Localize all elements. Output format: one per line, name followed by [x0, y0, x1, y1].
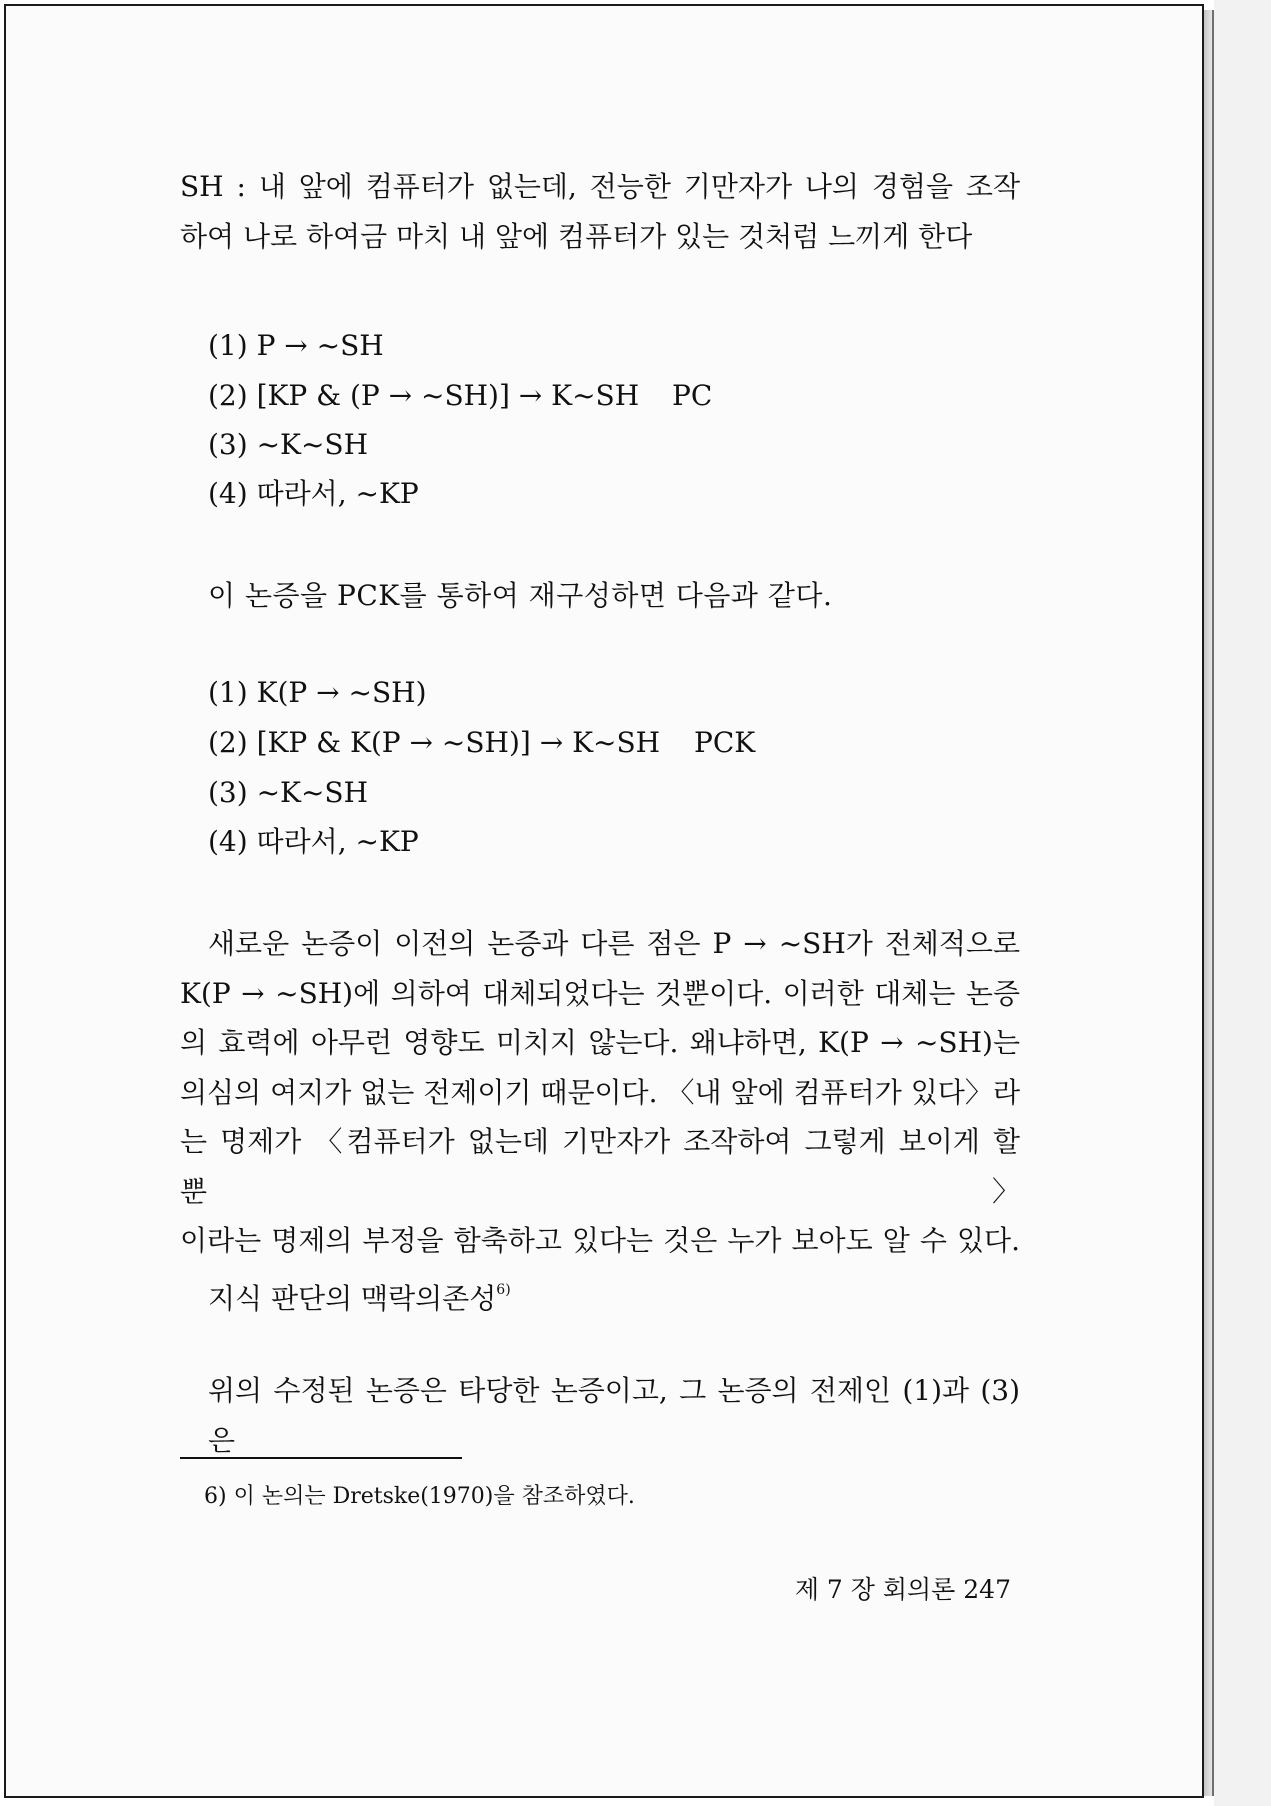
argument-pc-premise-2-text: (2) [KP & (P → ~SH)] → K~SH — [208, 379, 640, 412]
main-paragraph-line-2: K(P → ~SH)에 의하여 대체되었다는 것뿐이다. 이러한 대체는 논증 — [180, 976, 1020, 1010]
main-paragraph — [180, 919, 1020, 1266]
main-paragraph-line-3: 의 효력에 아무런 영향도 미치지 않는다. 왜냐하면, K(P → ~SH)는 — [180, 1026, 1020, 1059]
sh-definition-paragraph — [180, 162, 1020, 261]
argument-pck-rule-label: PCK — [694, 726, 756, 759]
background-margin — [1214, 0, 1271, 1806]
argument-pc-premise-2 — [208, 376, 713, 416]
argument-pc-premise-3: (3) ~K~SH — [208, 428, 369, 461]
argument-pc-rule-label: PC — [672, 379, 713, 412]
sh-definition-line-2: 하여 나로 하여금 마치 내 앞에 컴퓨터가 있는 것처럼 느끼게 한다 — [180, 219, 973, 253]
transition-sentence: 이 논증을 PCK를 통하여 재구성하면 다음과 같다. — [208, 579, 833, 612]
footnote-reference: 6) — [496, 1282, 511, 1298]
argument-pck-premise-2 — [208, 723, 756, 763]
footnote-divider — [180, 1457, 462, 1459]
book-page — [4, 4, 1204, 1798]
main-paragraph-line-5: 는 명제가 〈컴퓨터가 없는데 기만자가 조작하여 그렇게 보이게 할 뿐〉 — [180, 1125, 1020, 1208]
section-heading-text: 지식 판단의 맥락의존성 — [208, 1282, 497, 1315]
footnote-text: 6) 이 논의는 Dretske(1970)을 참조하였다. — [204, 1484, 635, 1509]
last-paragraph — [180, 1366, 1020, 1465]
section-heading — [208, 1270, 511, 1319]
argument-pck-premise-1: (1) K(P → ~SH) — [208, 676, 427, 709]
argument-pc-premise-1: (1) P → ~SH — [208, 329, 384, 362]
argument-pc-premise-4: (4) 따라서, ~KP — [208, 477, 419, 510]
argument-pck-premise-4: (4) 따라서, ~KP — [208, 825, 419, 858]
main-paragraph-line-1: 새로운 논증이 이전의 논증과 다른 점은 P → ~SH가 전체적으로 — [208, 927, 1020, 960]
main-paragraph-line-4: 의심의 여지가 없는 전제이기 때문이다. 〈내 앞에 컴퓨터가 있다〉라 — [180, 1075, 1020, 1109]
last-paragraph-line-1: 위의 수정된 논증은 타당한 논증이고, 그 논증의 전제인 (1)과 (3)은 — [208, 1374, 1020, 1457]
main-paragraph-line-6: 이라는 명제의 부정을 함축하고 있다는 것은 누가 보아도 알 수 있다. — [180, 1224, 1020, 1257]
argument-pck-premise-3: (3) ~K~SH — [208, 776, 369, 809]
running-footer: 제 7 장 회의론 247 — [794, 1575, 1011, 1604]
argument-pck-premise-2-text: (2) [KP & K(P → ~SH)] → K~SH — [208, 726, 661, 759]
sh-definition-line-1: SH : 내 앞에 컴퓨터가 없는데, 전능한 기만자가 나의 경험을 조작 — [180, 170, 1020, 203]
